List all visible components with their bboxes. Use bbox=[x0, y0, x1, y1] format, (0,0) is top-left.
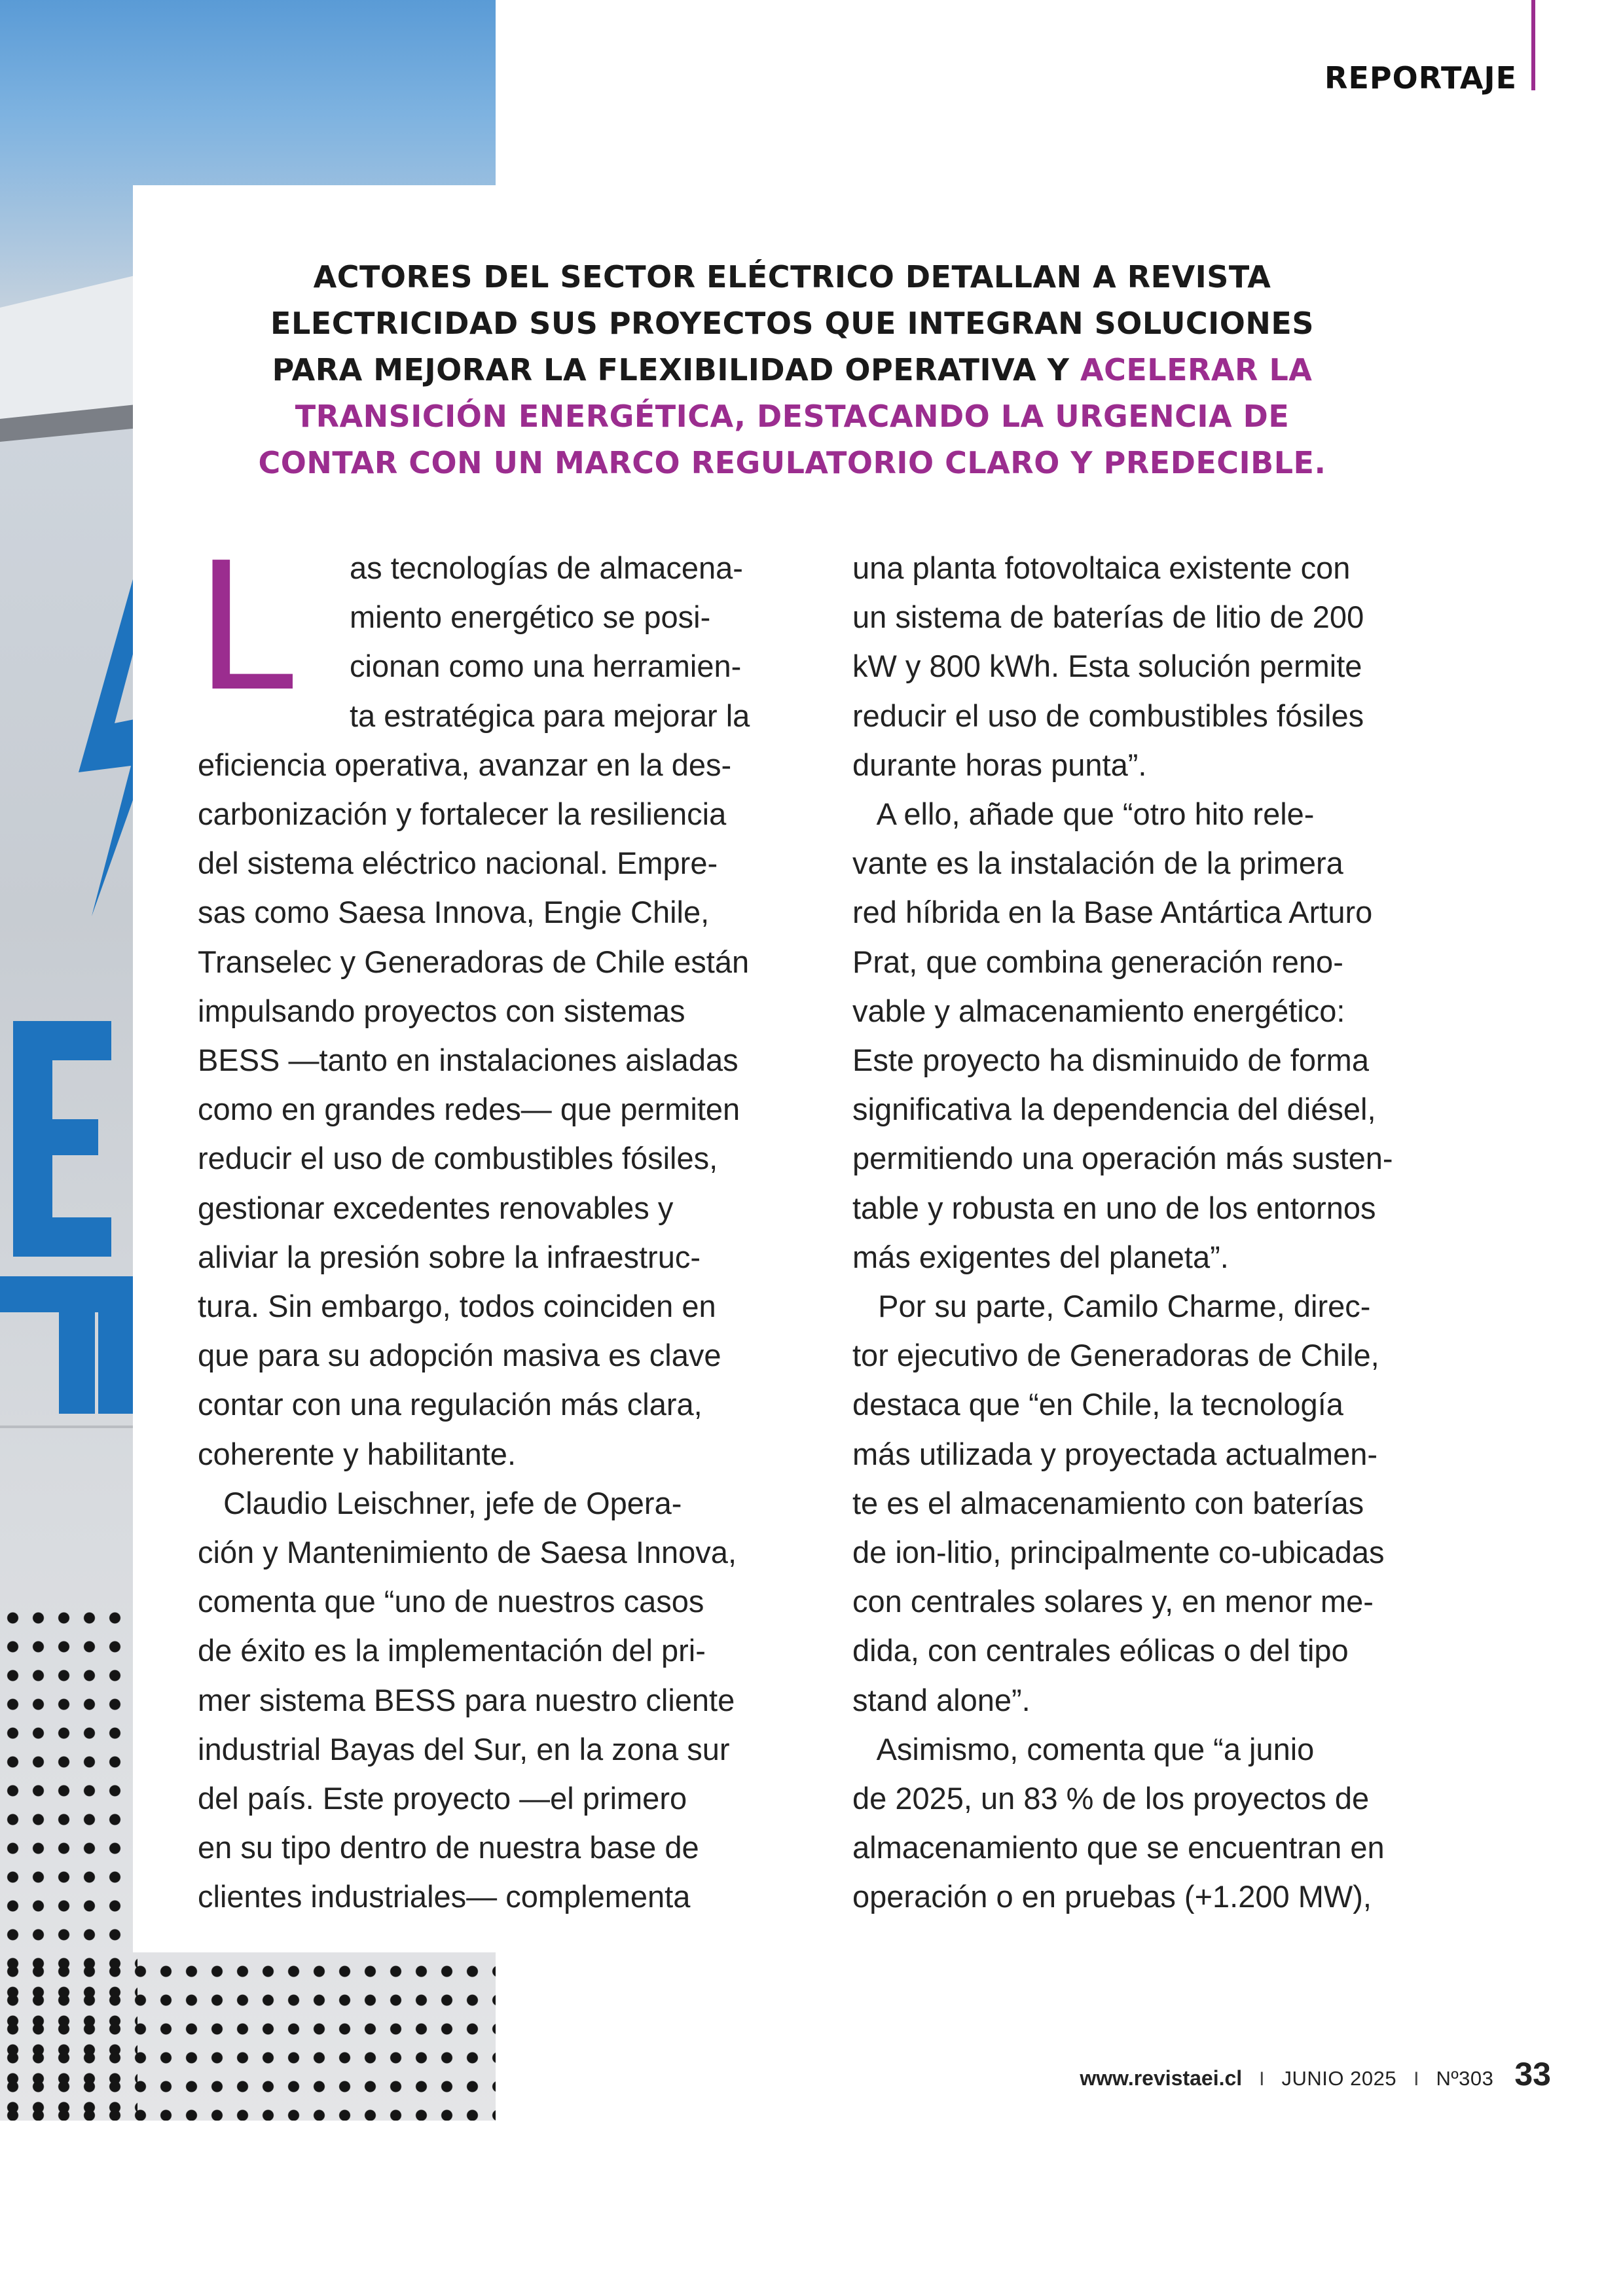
article-line: en su tipo dentro de nuestra base de bbox=[198, 1830, 699, 1865]
footer-separator: I bbox=[1413, 2068, 1419, 2090]
article-line: red híbrida en la Base Antártica Arturo bbox=[852, 895, 1373, 930]
article-line: BESS —tanto en instalaciones aisladas bbox=[198, 1043, 739, 1078]
article-line: coherente y habilitante. bbox=[198, 1436, 516, 1471]
article-line: kW y 800 kWh. Esta solución permite bbox=[852, 649, 1362, 684]
article-line: del país. Este proyecto —el primero bbox=[198, 1781, 687, 1816]
article-line: gestionar excedentes renovables y bbox=[198, 1190, 674, 1225]
deck-accent-text: ACELERAR LA TRANSICIÓN ENERGÉTICA, DESTACANDO LA URGENCIA DE CONTAR CON UN MARCO REGULATORIO CLARO Y PREDECIBLE. bbox=[258, 352, 1326, 480]
article-line: as tecnologías de almacena- bbox=[350, 550, 743, 585]
page-number: 33 bbox=[1514, 2056, 1551, 2092]
article-line: reducir el uso de combustibles fósiles, bbox=[198, 1141, 718, 1176]
article-column-left bbox=[198, 543, 800, 1922]
article-line: eficiencia operativa, avanzar en la des- bbox=[198, 747, 732, 782]
article-line: más exigentes del planeta”. bbox=[852, 1239, 1229, 1274]
article-line: Por su parte, Camilo Charme, direc- bbox=[852, 1289, 1371, 1324]
page-footer bbox=[1080, 2055, 1551, 2093]
article-line: cionan como una herramien- bbox=[350, 649, 742, 684]
article-line: reducir el uso de combustibles fósiles bbox=[852, 698, 1364, 733]
article-line: ta estratégica para mejorar la bbox=[350, 698, 750, 733]
article-line: significativa la dependencia del diésel, bbox=[852, 1092, 1376, 1127]
deck-text: ACTORES DEL SECTOR ELÉCTRICO DETALLAN A REVISTA ELECTRICIDAD SUS PROYECTOS QUE INTEGRAN SOLUCIONES PARA MEJORAR LA FLEXIBILIDAD OPERATIVA Y bbox=[270, 259, 1314, 387]
article-line: tor ejecutivo de Generadoras de Chile, bbox=[852, 1338, 1379, 1373]
article-line: comenta que “uno de nuestros casos bbox=[198, 1584, 704, 1619]
section-label: REPORTAJE bbox=[1324, 60, 1517, 96]
article-line: vable y almacenamiento energético: bbox=[852, 993, 1345, 1028]
footer-date: JUNIO 2025 bbox=[1281, 2067, 1397, 2090]
article-line: Asimismo, comenta que “a junio bbox=[852, 1731, 1315, 1767]
article-line: de 2025, un 83 % de los proyectos de bbox=[852, 1781, 1370, 1816]
footer-website[interactable]: www.revistaei.cl bbox=[1080, 2066, 1243, 2090]
article-column-right bbox=[852, 543, 1481, 1922]
article-deck bbox=[249, 254, 1336, 486]
article-line: ción y Mantenimiento de Saesa Innova, bbox=[198, 1535, 737, 1570]
article-line: clientes industriales— complementa bbox=[198, 1879, 691, 1914]
article-line: A ello, añade que “otro hito rele- bbox=[852, 797, 1315, 832]
article-line: más utilizada y proyectada actualmen- bbox=[852, 1436, 1378, 1471]
article-line: almacenamiento que se encuentran en bbox=[852, 1830, 1385, 1865]
article-line: con centrales solares y, en menor me- bbox=[852, 1584, 1374, 1619]
article-line: durante horas punta”. bbox=[852, 747, 1147, 782]
article-line: de éxito es la implementación del pri- bbox=[198, 1633, 706, 1668]
article-line: Transelec y Generadoras de Chile están bbox=[198, 944, 750, 979]
article-line: dida, con centrales eólicas o del tipo bbox=[852, 1633, 1349, 1668]
article-line: Prat, que combina generación reno- bbox=[852, 944, 1343, 979]
article-line: aliviar la presión sobre la infraestruc- bbox=[198, 1239, 701, 1274]
footer-separator: I bbox=[1259, 2068, 1265, 2090]
article-line: te es el almacenamiento con baterías bbox=[852, 1485, 1364, 1520]
article-line: de ion-litio, principalmente co-ubicadas bbox=[852, 1535, 1385, 1570]
article-line: industrial Bayas del Sur, en la zona sur bbox=[198, 1731, 730, 1767]
article-line: stand alone”. bbox=[852, 1682, 1030, 1717]
article-line: una planta fotovoltaica existente con bbox=[852, 550, 1351, 585]
article-line: contar con una regulación más clara, bbox=[198, 1387, 702, 1422]
article-line: un sistema de baterías de litio de 200 bbox=[852, 600, 1364, 635]
footer-issue: Nº303 bbox=[1436, 2067, 1494, 2090]
article-line: carbonización y fortalecer la resiliencia bbox=[198, 797, 727, 832]
article-line: sas como Saesa Innova, Engie Chile, bbox=[198, 895, 710, 930]
battery-letters-graphic bbox=[0, 1021, 144, 1414]
article-line: impulsando proyectos con sistemas bbox=[198, 993, 685, 1028]
article-line: table y robusta en uno de los entornos bbox=[852, 1190, 1376, 1225]
article-line: miento energético se posi- bbox=[350, 600, 711, 635]
article-line: mer sistema BESS para nuestro cliente bbox=[198, 1682, 735, 1717]
article-line: como en grandes redes— que permiten bbox=[198, 1092, 740, 1127]
article-line: que para su adopción masiva es clave bbox=[198, 1338, 721, 1373]
article-line: Claudio Leischner, jefe de Opera- bbox=[198, 1485, 682, 1520]
article-line: tura. Sin embargo, todos coinciden en bbox=[198, 1289, 716, 1324]
drop-cap: L bbox=[195, 524, 294, 730]
article-line: vante es la instalación de la primera bbox=[852, 846, 1343, 881]
article-line: destaca que “en Chile, la tecnología bbox=[852, 1387, 1343, 1422]
article-line: Este proyecto ha disminuido de forma bbox=[852, 1043, 1369, 1078]
article-line: del sistema eléctrico nacional. Empre- bbox=[198, 846, 718, 881]
article-line: permitiendo una operación más susten- bbox=[852, 1141, 1393, 1176]
section-accent-bar bbox=[1531, 0, 1535, 90]
perforated-dots-pattern-lower bbox=[0, 1957, 496, 2121]
article-line: operación o en pruebas (+1.200 MW), bbox=[852, 1879, 1372, 1914]
